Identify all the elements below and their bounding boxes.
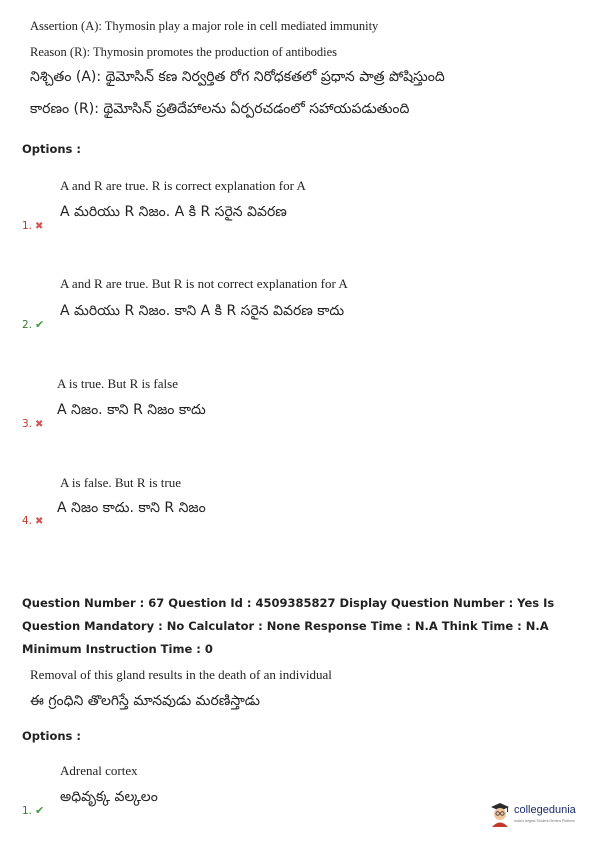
wrong-mark-icon: ✖ [35, 516, 44, 527]
option-2-telugu: A మరియు R నిజం. కాని A కి R సరైన వివరణ కాదు [60, 303, 345, 319]
brand-name: collegedunia [514, 804, 576, 816]
option-4-english: A is false. But R is true [60, 475, 181, 490]
q2-option-1-marker [22, 804, 44, 817]
question-telugu-text: ఈ గ్రంధిని తొలగిస్తే మానవుడు మరణిస్తాడు [30, 693, 260, 709]
option-3-marker [22, 418, 43, 430]
question-text: Removal of this gland results in the death of an individual [30, 667, 332, 682]
collegedunia-logo [489, 800, 589, 832]
brand-tagline: India's largest Student Review Platform [514, 819, 575, 823]
wrong-mark-icon: ✖ [35, 221, 44, 232]
option-1-marker [22, 220, 43, 232]
q2-option-1-telugu: అధివృక్క వల్కలం [60, 789, 158, 805]
wrong-mark-icon: ✖ [35, 419, 44, 430]
assertion-telugu-text: నిశ్చితం (A): థైమోసిన్ కణ నిర్వర్తిత రోగ నిరోధకతలో ప్రధాన పాత్ర పోషిస్తుంది [30, 69, 445, 85]
options-label: Options : [22, 142, 81, 156]
option-number: 4. [22, 515, 33, 527]
options-label-2: Options : [22, 729, 81, 743]
option-3-english: A is true. But R is false [57, 376, 178, 391]
correct-check-icon: ✔ [35, 804, 45, 817]
correct-check-icon: ✔ [35, 318, 45, 331]
option-2-english: A and R are true. But R is not correct explanation for A [60, 276, 348, 291]
option-2-marker [22, 318, 44, 331]
question-meta: Question Number : 67 Question Id : 4509385827 Display Question Number : Yes Is Question Mandatory : No Calculator : None Response Time : N.A Think Time : N.A Minimum Instruction Time : 0 [22, 596, 555, 656]
option-number: 1. [22, 805, 33, 817]
option-number: 2. [22, 319, 33, 331]
option-1-english: A and R are true. R is correct explanation for A [60, 178, 306, 193]
option-number: 3. [22, 418, 33, 430]
option-4-marker [22, 515, 43, 527]
option-3-telugu: A నిజం. కాని R నిజం కాదు [57, 402, 206, 418]
reason-text: Reason (R): Thymosin promotes the production of antibodies [30, 45, 338, 59]
option-4-telugu: A నిజం కాదు. కాని R నిజం [57, 500, 206, 516]
reason-telugu-text: కారణం (R): థైమోసిన్ ప్రతిదేహాలను ఏర్పరచడంలో సహాయపడుతుంది [30, 101, 410, 117]
student-mascot-icon [489, 800, 511, 828]
assertion-text: Assertion (A): Thymosin play a major role in cell mediated immunity [30, 19, 379, 33]
option-number: 1. [22, 220, 33, 232]
q2-option-1-english: Adrenal cortex [60, 763, 138, 778]
option-1-telugu: A మరియు R నిజం. A కి R సరైన వివరణ [60, 204, 287, 220]
